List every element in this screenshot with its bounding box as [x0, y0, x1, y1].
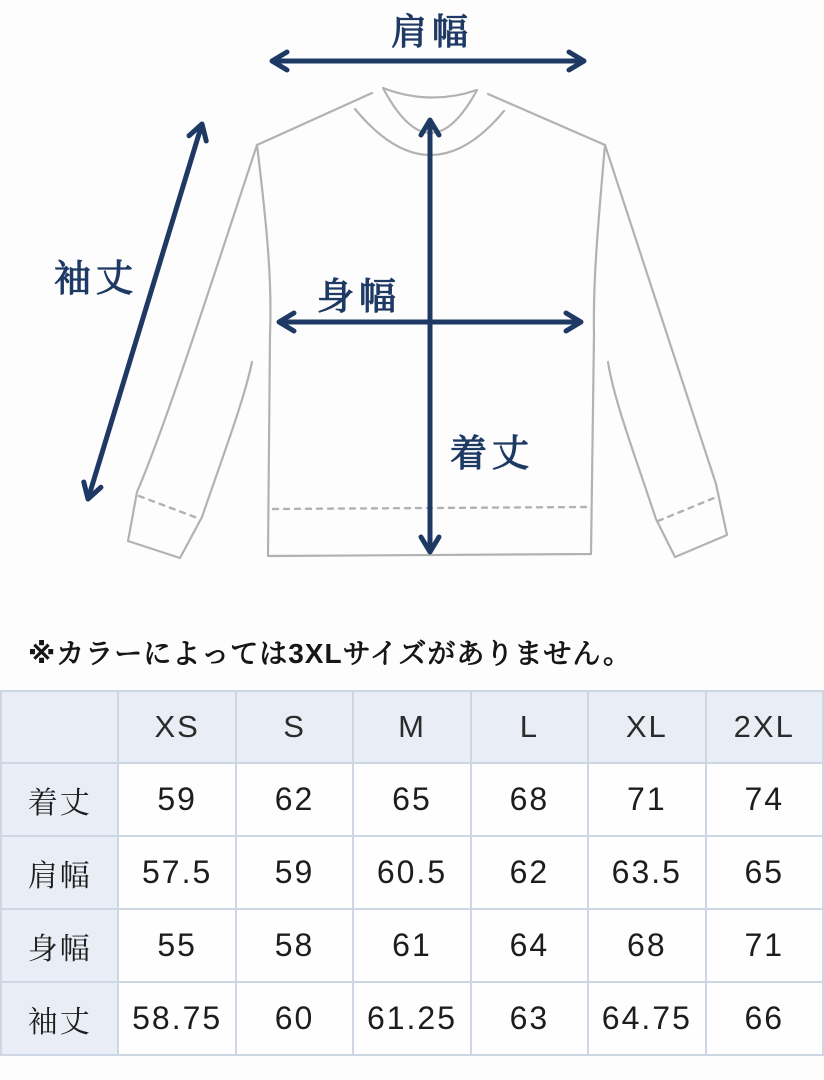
size-value-cell: 64: [471, 909, 588, 982]
size-value-cell: 61: [353, 909, 470, 982]
size-value-cell: 64.75: [588, 982, 705, 1055]
size-value-cell: 71: [588, 763, 705, 836]
size-column-header: L: [471, 691, 588, 763]
size-table-header: [1, 691, 823, 763]
size-value-cell: 58: [236, 909, 353, 982]
size-value-cell: 60: [236, 982, 353, 1055]
size-value-cell: 68: [471, 763, 588, 836]
measurement-row-label: 身幅: [1, 909, 118, 982]
size-value-cell: 55: [118, 909, 235, 982]
size-table-header-row: [1, 691, 823, 763]
size-value-cell: 60.5: [353, 836, 470, 909]
body-length-label: 着丈: [450, 433, 534, 474]
collar-back-neckline: [383, 88, 477, 98]
size-value-cell: 59: [118, 763, 235, 836]
size-value-cell: 65: [353, 763, 470, 836]
size-column-header: S: [236, 691, 353, 763]
size-value-cell: 65: [706, 836, 823, 909]
size-value-cell: 58.75: [118, 982, 235, 1055]
size-value-cell: 68: [588, 909, 705, 982]
size-table-row: [1, 836, 823, 909]
size-value-cell: 63.5: [588, 836, 705, 909]
size-column-header: M: [353, 691, 470, 763]
right-sleeve: [605, 145, 727, 557]
right-cuff-stitch: [658, 498, 714, 521]
right-shoulder-seam: [488, 94, 605, 145]
size-value-cell: 61.25: [353, 982, 470, 1055]
size-value-cell: 57.5: [118, 836, 235, 909]
shoulder-width-label: 肩幅: [390, 11, 474, 52]
size-table: [0, 690, 824, 1056]
size-table-row: [1, 982, 823, 1055]
left-cuff-stitch: [139, 496, 200, 519]
sleeve-length-label: 袖丈: [54, 258, 138, 299]
size-value-cell: 66: [706, 982, 823, 1055]
size-column-header: XL: [588, 691, 705, 763]
body-width-label: 身幅: [317, 276, 401, 317]
size-table-row: [1, 909, 823, 982]
size-value-cell: 59: [236, 836, 353, 909]
size-availability-note: ※カラーによっては3XLサイズがありません。: [28, 638, 633, 669]
measurement-row-label: 袖丈: [1, 982, 118, 1055]
measurement-row-label: 着丈: [1, 763, 118, 836]
size-value-cell: 62: [471, 836, 588, 909]
sleeve-length-arrow: [88, 124, 202, 499]
size-value-cell: 62: [236, 763, 353, 836]
size-table-row: [1, 763, 823, 836]
size-value-cell: 74: [706, 763, 823, 836]
size-table-corner-cell: [1, 691, 118, 763]
left-sleeve: [128, 145, 257, 558]
left-shoulder-seam: [257, 93, 372, 145]
size-column-header: XS: [118, 691, 235, 763]
size-column-header: 2XL: [706, 691, 823, 763]
size-value-cell: 63: [471, 982, 588, 1055]
size-value-cell: 71: [706, 909, 823, 982]
measurement-row-label: 肩幅: [1, 836, 118, 909]
size-table-body: [1, 763, 823, 1055]
stitch-lines: [139, 496, 714, 521]
